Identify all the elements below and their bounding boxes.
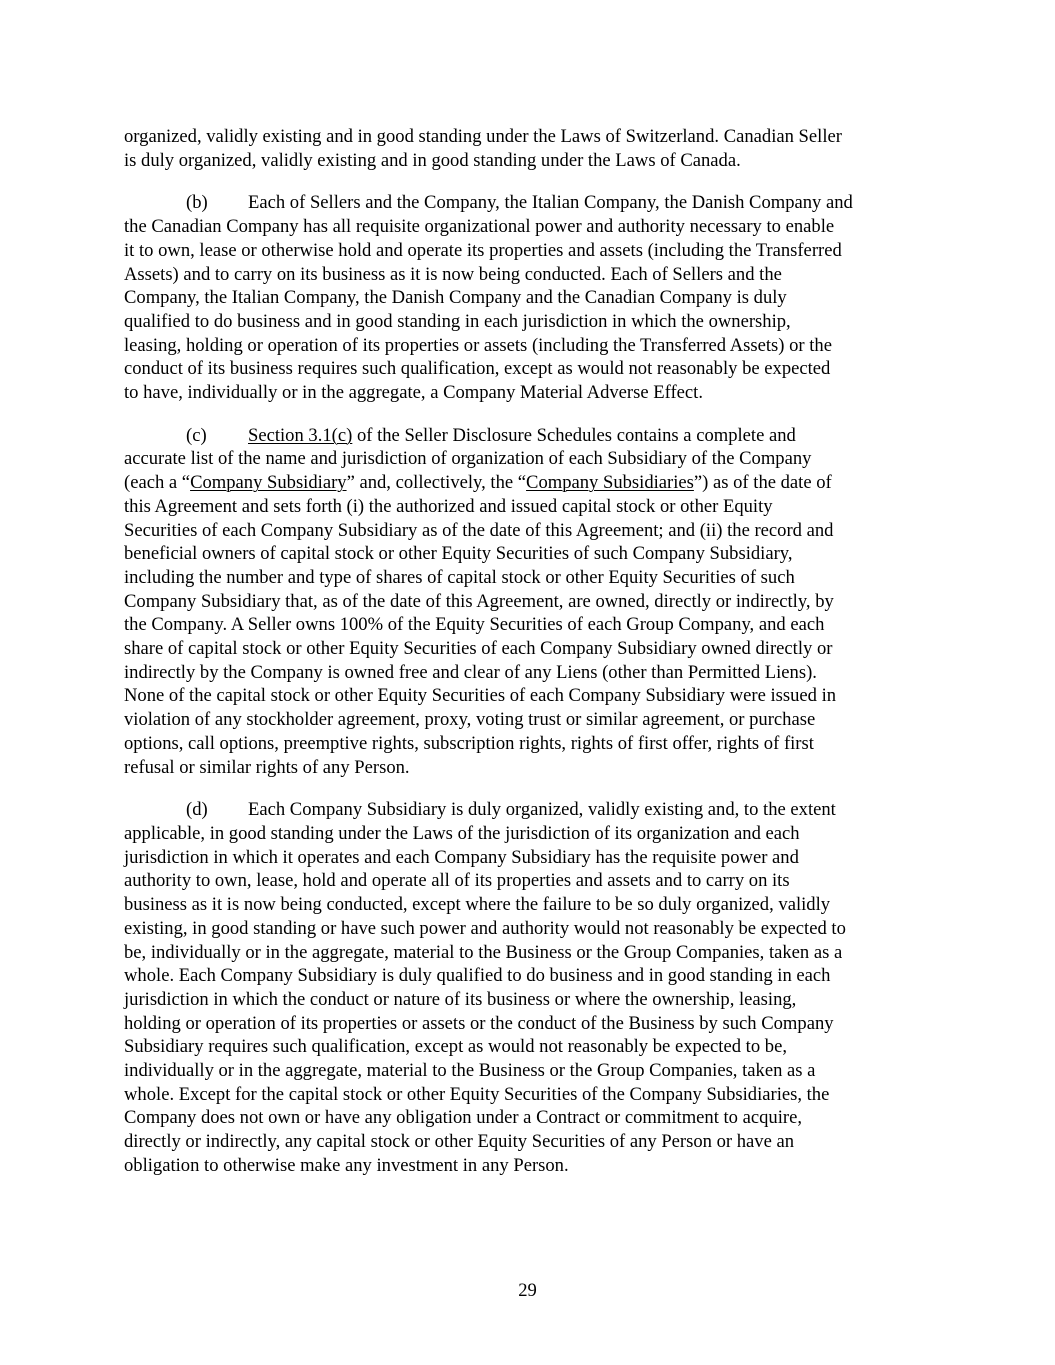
text-line: share of capital stock or other Equity Securities of each Company Subsidiary owned directly or	[124, 638, 833, 660]
text-line: refusal or similar rights of any Person.	[124, 756, 410, 778]
text-line: authority to own, lease, hold and operate all of its properties and assets and to carry on its	[124, 870, 790, 892]
text-line: directly or indirectly, any capital stock or other Equity Securities of any Person or have an	[124, 1131, 795, 1153]
text-line: Company, the Italian Company, the Danish Company and the Canadian Company is duly	[124, 287, 787, 309]
document-page	[124, 125, 932, 1197]
text-line: it to own, lease or otherwise hold and operate its properties and assets (including the Transferred	[124, 239, 842, 261]
paragraph-intro	[124, 125, 932, 172]
text-line: including the number and type of shares of capital stock or other Equity Securities of such	[124, 566, 795, 588]
text-line: business as it is now being conducted, except where the failure to be so duly organized, validly	[124, 894, 831, 916]
text-line: jurisdiction in which it operates and each Company Subsidiary has the requisite power and	[124, 846, 799, 868]
defined-term-company-subsidiary: Company Subsidiary	[190, 472, 347, 494]
text-line: None of the capital stock or other Equity Securities of each Company Subsidiary were issued in	[124, 685, 837, 707]
text-line: Company Subsidiary that, as of the date of this Agreement, are owned, directly or indirectly, by	[124, 590, 834, 612]
text-line: this Agreement and sets forth (i) the authorized and issued capital stock or other Equity	[124, 495, 773, 517]
paragraph-b	[124, 191, 932, 404]
text-line: violation of any stockholder agreement, proxy, voting trust or similar agreement, or purchase	[124, 709, 816, 731]
text-line: Assets) and to carry on its business as it is now being conducted. Each of Sellers and the	[124, 263, 782, 285]
text-line: Securities of each Company Subsidiary as of the date of this Agreement; and (ii) the record and	[124, 519, 834, 541]
text-line: is duly organized, validly existing and in good standing under the Laws of Canada.	[124, 149, 741, 171]
text-line: whole. Each Company Subsidiary is duly qualified to do business and in good standing in each	[124, 965, 831, 987]
defined-term-company-subsidiaries: Company Subsidiaries	[526, 472, 694, 494]
paragraph-d	[124, 798, 932, 1177]
text-line: (d) Each Company Subsidiary is duly organized, validly existing and, to the extent	[186, 799, 836, 821]
text-line: organized, validly existing and in good standing under the Laws of Switzerland. Canadian Seller	[124, 126, 842, 147]
text-line: Subsidiary requires such qualification, except as would not reasonably be expected to be,	[124, 1036, 787, 1058]
paragraph-label: (b)	[186, 192, 208, 214]
paragraph-label: (d)	[186, 799, 208, 821]
text-line: qualified to do business and in good standing in each jurisdiction in which the ownership,	[124, 310, 791, 332]
text-line: indirectly by the Company is owned free and clear of any Liens (other than Permitted Liens).	[124, 661, 817, 683]
text-line: the Canadian Company has all requisite organizational power and authority necessary to enable	[124, 216, 835, 238]
text-line: obligation to otherwise make any investment in any Person.	[124, 1154, 569, 1176]
text-line: accurate list of the name and jurisdiction of organization of each Subsidiary of the Company	[124, 448, 812, 470]
text-line: individually or in the aggregate, material to the Business or the Group Companies, taken as a	[124, 1060, 816, 1082]
page-number: 29	[518, 1280, 537, 1301]
text-line: (c) Section 3.1(c) of the Seller Disclosure Schedules contains a complete and	[186, 424, 796, 446]
text-line: conduct of its business requires such qualification, except as would not reasonably be expected	[124, 358, 831, 380]
text-line: whole. Except for the capital stock or other Equity Securities of the Company Subsidiaries, the	[124, 1083, 830, 1105]
section-reference-link[interactable]: Section 3.1(c)	[248, 424, 353, 446]
paragraph-label: (c)	[186, 424, 207, 446]
text-line: beneficial owners of capital stock or other Equity Securities of such Company Subsidiary,	[124, 543, 793, 565]
text-line: options, call options, preemptive rights, subscription rights, rights of first offer, rights of first	[124, 732, 814, 754]
text-line: Company does not own or have any obligation under a Contract or commitment to acquire,	[124, 1107, 802, 1129]
text-line: applicable, in good standing under the Laws of the jurisdiction of its organization and each	[124, 822, 800, 844]
paragraph-c	[124, 424, 932, 780]
text-line: (each a “Company Subsidiary” and, collectively, the “Company Subsidiaries”) as of the date of	[124, 472, 832, 494]
text-line: holding or operation of its properties or assets or the conduct of the Business by such Company	[124, 1012, 834, 1034]
text-line: the Company. A Seller owns 100% of the Equity Securities of each Group Company, and each	[124, 614, 825, 636]
text-line: existing, in good standing or have such power and authority would not reasonably be expected to	[124, 917, 846, 939]
text-line: (b) Each of Sellers and the Company, the Italian Company, the Danish Company and	[186, 192, 853, 214]
text-line: to have, individually or in the aggregate, a Company Material Adverse Effect.	[124, 382, 703, 404]
text-line: leasing, holding or operation of its properties or assets (including the Transferred Assets) or the	[124, 334, 832, 356]
text-line: be, individually or in the aggregate, material to the Business or the Group Companies, taken as a	[124, 941, 843, 963]
text-line: jurisdiction in which the conduct or nature of its business or where the ownership, leasing,	[124, 988, 797, 1010]
